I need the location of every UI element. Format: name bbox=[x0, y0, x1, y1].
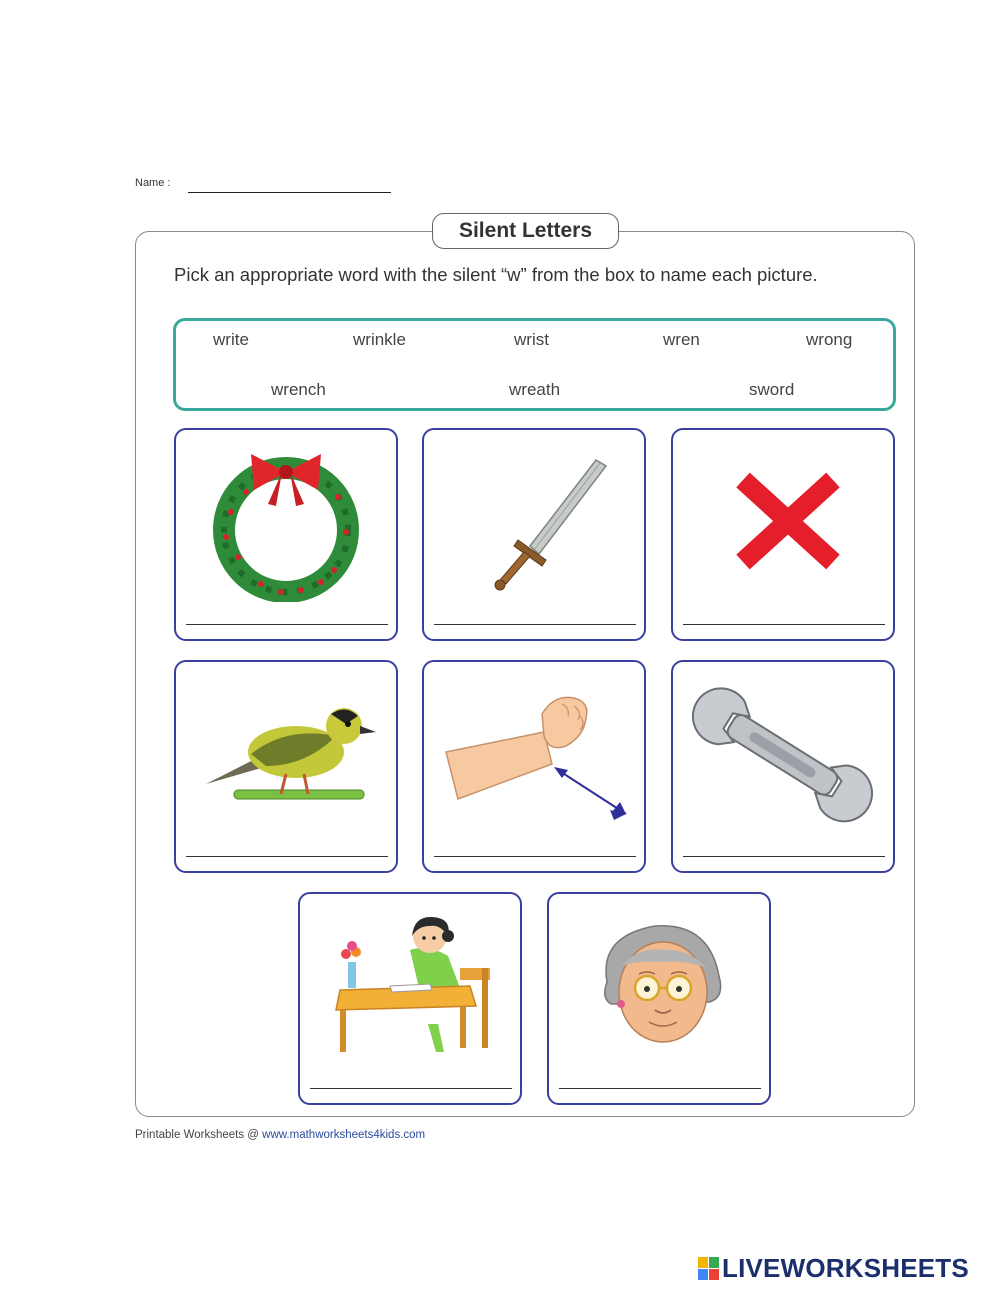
word-bank-item: write bbox=[213, 330, 249, 349]
name-line[interactable] bbox=[188, 192, 391, 193]
word-bank-item: wrong bbox=[806, 330, 853, 349]
name-label: Name : bbox=[135, 177, 171, 189]
answer-line[interactable] bbox=[683, 624, 885, 625]
word-bank-item: wreath bbox=[509, 380, 561, 399]
word-bank-item: wrist bbox=[514, 330, 549, 349]
wren-bird-icon bbox=[186, 674, 386, 834]
picture-card-wreath bbox=[174, 428, 398, 641]
logo-text: LIVEWORKSHEETS bbox=[722, 1253, 969, 1283]
wrist-arm-icon bbox=[434, 674, 634, 834]
footer-credit bbox=[135, 1129, 425, 1141]
logo-blocks-icon bbox=[698, 1257, 719, 1280]
wreath-icon bbox=[186, 442, 386, 602]
picture-card-sword bbox=[422, 428, 646, 641]
answer-line[interactable] bbox=[559, 1088, 761, 1089]
picture-card-wren bbox=[174, 660, 398, 873]
sword-icon bbox=[434, 442, 634, 602]
answer-line[interactable] bbox=[186, 624, 388, 625]
answer-line[interactable] bbox=[683, 856, 885, 857]
liveworksheets-logo bbox=[698, 1253, 969, 1284]
answer-line[interactable] bbox=[434, 624, 636, 625]
answer-line[interactable] bbox=[434, 856, 636, 857]
word-bank-box bbox=[173, 318, 896, 411]
answer-line[interactable] bbox=[186, 856, 388, 857]
answer-line[interactable] bbox=[310, 1088, 512, 1089]
picture-card-wrinkle bbox=[547, 892, 771, 1105]
footer-prefix: Printable Worksheets @ bbox=[135, 1129, 263, 1141]
word-bank-item: sword bbox=[749, 380, 795, 399]
picture-card-wrong bbox=[671, 428, 895, 641]
word-bank-item: wren bbox=[663, 330, 700, 349]
wrong-x-icon bbox=[683, 442, 883, 602]
wrench-icon bbox=[683, 674, 883, 834]
instruction-text: Pick an appropriate word with the silent “w” from the box to name each picture. bbox=[174, 264, 818, 285]
wrinkled-face-icon bbox=[559, 906, 759, 1066]
word-bank-item: wrench bbox=[271, 380, 326, 399]
picture-card-wrench bbox=[671, 660, 895, 873]
word-bank-item: wrinkle bbox=[353, 330, 406, 349]
picture-card-wrist bbox=[422, 660, 646, 873]
footer-site-link[interactable]: www.mathworksheets4kids.com bbox=[262, 1129, 426, 1141]
worksheet-title: Silent Letters bbox=[432, 213, 619, 249]
girl-writing-icon bbox=[310, 906, 510, 1066]
picture-card-write bbox=[298, 892, 522, 1105]
